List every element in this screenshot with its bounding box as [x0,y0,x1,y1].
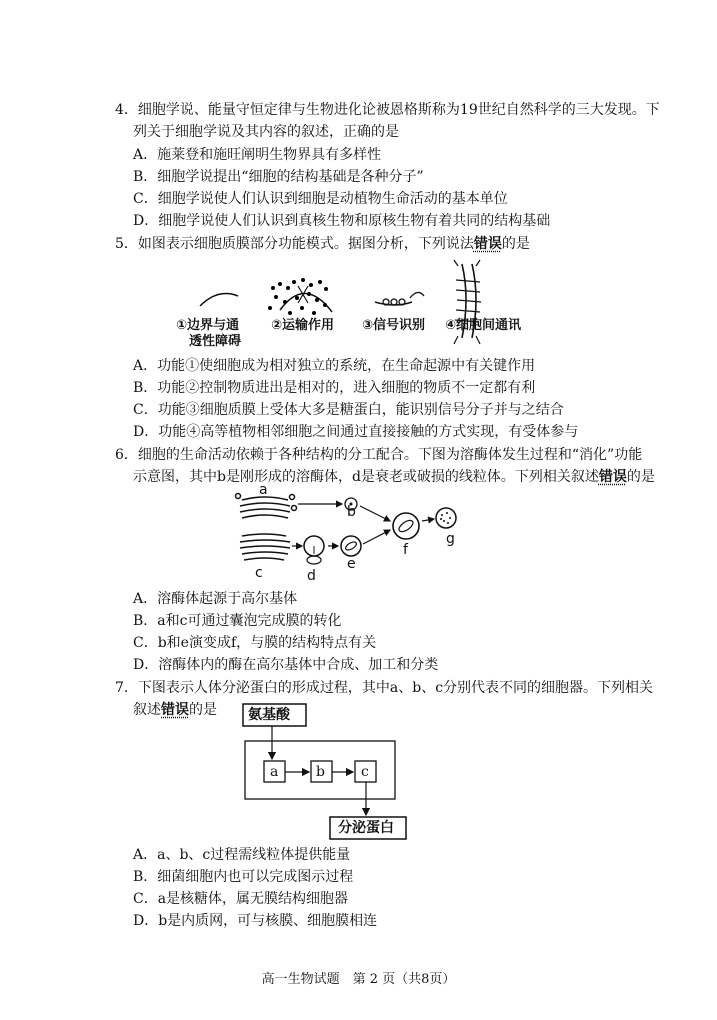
q7-label-c: c [361,764,369,780]
q5-label-2: ②运输作用 [271,318,335,333]
q6-label-c: c [255,565,263,581]
q6-label-d: d [307,568,316,584]
q6-option-c: C．b和e演变成f，与膜的结构特点有关 [133,635,377,651]
q4-option-b: B．细胞学说提出“细胞的结构基础是各种分子” [133,169,424,185]
q7-label-input: 氨基酸 [248,707,290,723]
q6-option-d: D．溶酶体内的酶在高尔基体中合成、加工和分类 [133,657,439,673]
q7-option-a: A．a、b、c过程需线粒体提供能量 [133,847,351,863]
q7-label-a: a [270,764,279,780]
q4-option-a: A．施莱登和施旺阐明生物界具有多样性 [133,147,382,163]
q6-stem-pre: 示意图，其中b是刚形成的溶酶体，d是衰老或破损的线粒体。下列相关叙述 [133,469,599,485]
q5-label-1-line2: 透性障碍 [189,334,242,349]
q5-label-4: ④细胞间通讯 [445,318,522,333]
q5-option-b: B．功能②控制物质进出是相对的，进入细胞的物质不一定都有利 [133,380,536,396]
q6-stem-emphasis: 错误 [598,469,627,485]
q5-option-d: D．功能④高等植物相邻细胞之间通过直接接触的方式实现，有受体参与 [133,424,579,440]
q7-option-c: C．a是核糖体，属无膜结构细胞器 [133,891,349,907]
secondary-lysosome-f-icon [393,513,419,539]
q5-option-c: C．功能③细胞质膜上受体大多是糖蛋白，能识别信号分子并与之结合 [133,402,564,418]
q4-stem-line1: 4．细胞学说、能量守恒定律与生物进化论被恩格斯称为19世纪自然科学的三大发现。下 [115,102,660,118]
q7-stem-emphasis: 错误 [161,702,189,718]
q7-stem-line1: 7．下图表示人体分泌蛋白的形成过程，其中a、b、c分别代表不同的细胞器。下列相关 [115,680,654,696]
q7-option-d: D．b是内质网，可与核膜、细胞膜相连 [133,913,378,929]
boundary-arc-icon [200,294,238,306]
q7-label-b: b [316,764,325,780]
q4-stem-line2: 列关于细胞学说及其内容的叙述，正确的是 [133,124,399,140]
q5-label-3: ③信号识别 [362,318,426,333]
q4-option-c: C．细胞学说使人们认识到细胞是动植物生命活动的基本单位 [133,191,508,207]
q4-option-d: D．细胞学说使人们认识到真核生物和原核生物有着共同的结构基础 [133,213,551,229]
q6-label-e: e [347,556,356,572]
q5-label-1-line1: ①边界与通 [176,318,240,333]
mitochondrion-d-icon [307,556,321,564]
q6-label-b: b [347,504,356,520]
signal-recognition-icon [375,292,424,305]
endoplasmic-reticulum-icon [240,534,290,560]
q5-option-a: A．功能①使细胞成为相对独立的系统，在生命起源中有关键作用 [133,358,536,374]
q5-stem-emphasis: 错误 [473,236,502,252]
residual-body-g-icon [436,508,456,528]
q6-option-a: A．溶酶体起源于高尔基体 [133,591,298,607]
page-footer: 高一生物试题 第 2 页（共8页） [261,972,456,987]
q6-label-g: g [446,531,455,547]
q6-label-a: a [259,482,268,498]
q5-stem-post: 的是 [501,236,530,252]
q6-option-b: B．a和c可通过囊泡完成膜的转化 [133,613,342,629]
q7-option-b: B．细菌细胞内也可以完成图示过程 [133,869,354,885]
q6-stem-line2 [133,467,655,487]
q6-stem-line1: 6．细胞的生命活动依赖于各种结构的分工配合。下图为溶酶体发生过程和“消化”功能 [115,447,643,463]
transport-icon [268,278,332,315]
q7-stem-post: 的是 [189,702,217,718]
q5-stem-pre: 5．如图表示细胞质膜部分功能模式。据图分析，下列说法 [115,236,474,252]
q6-label-f: f [403,542,408,558]
q7-label-output: 分泌蛋白 [338,820,394,836]
q5-stem [115,234,530,254]
q7-stem-line2 [133,700,217,720]
q7-stem-pre: 叙述 [133,702,161,718]
q6-stem-post: 的是 [626,469,655,485]
vesicle-e-icon [341,536,361,556]
